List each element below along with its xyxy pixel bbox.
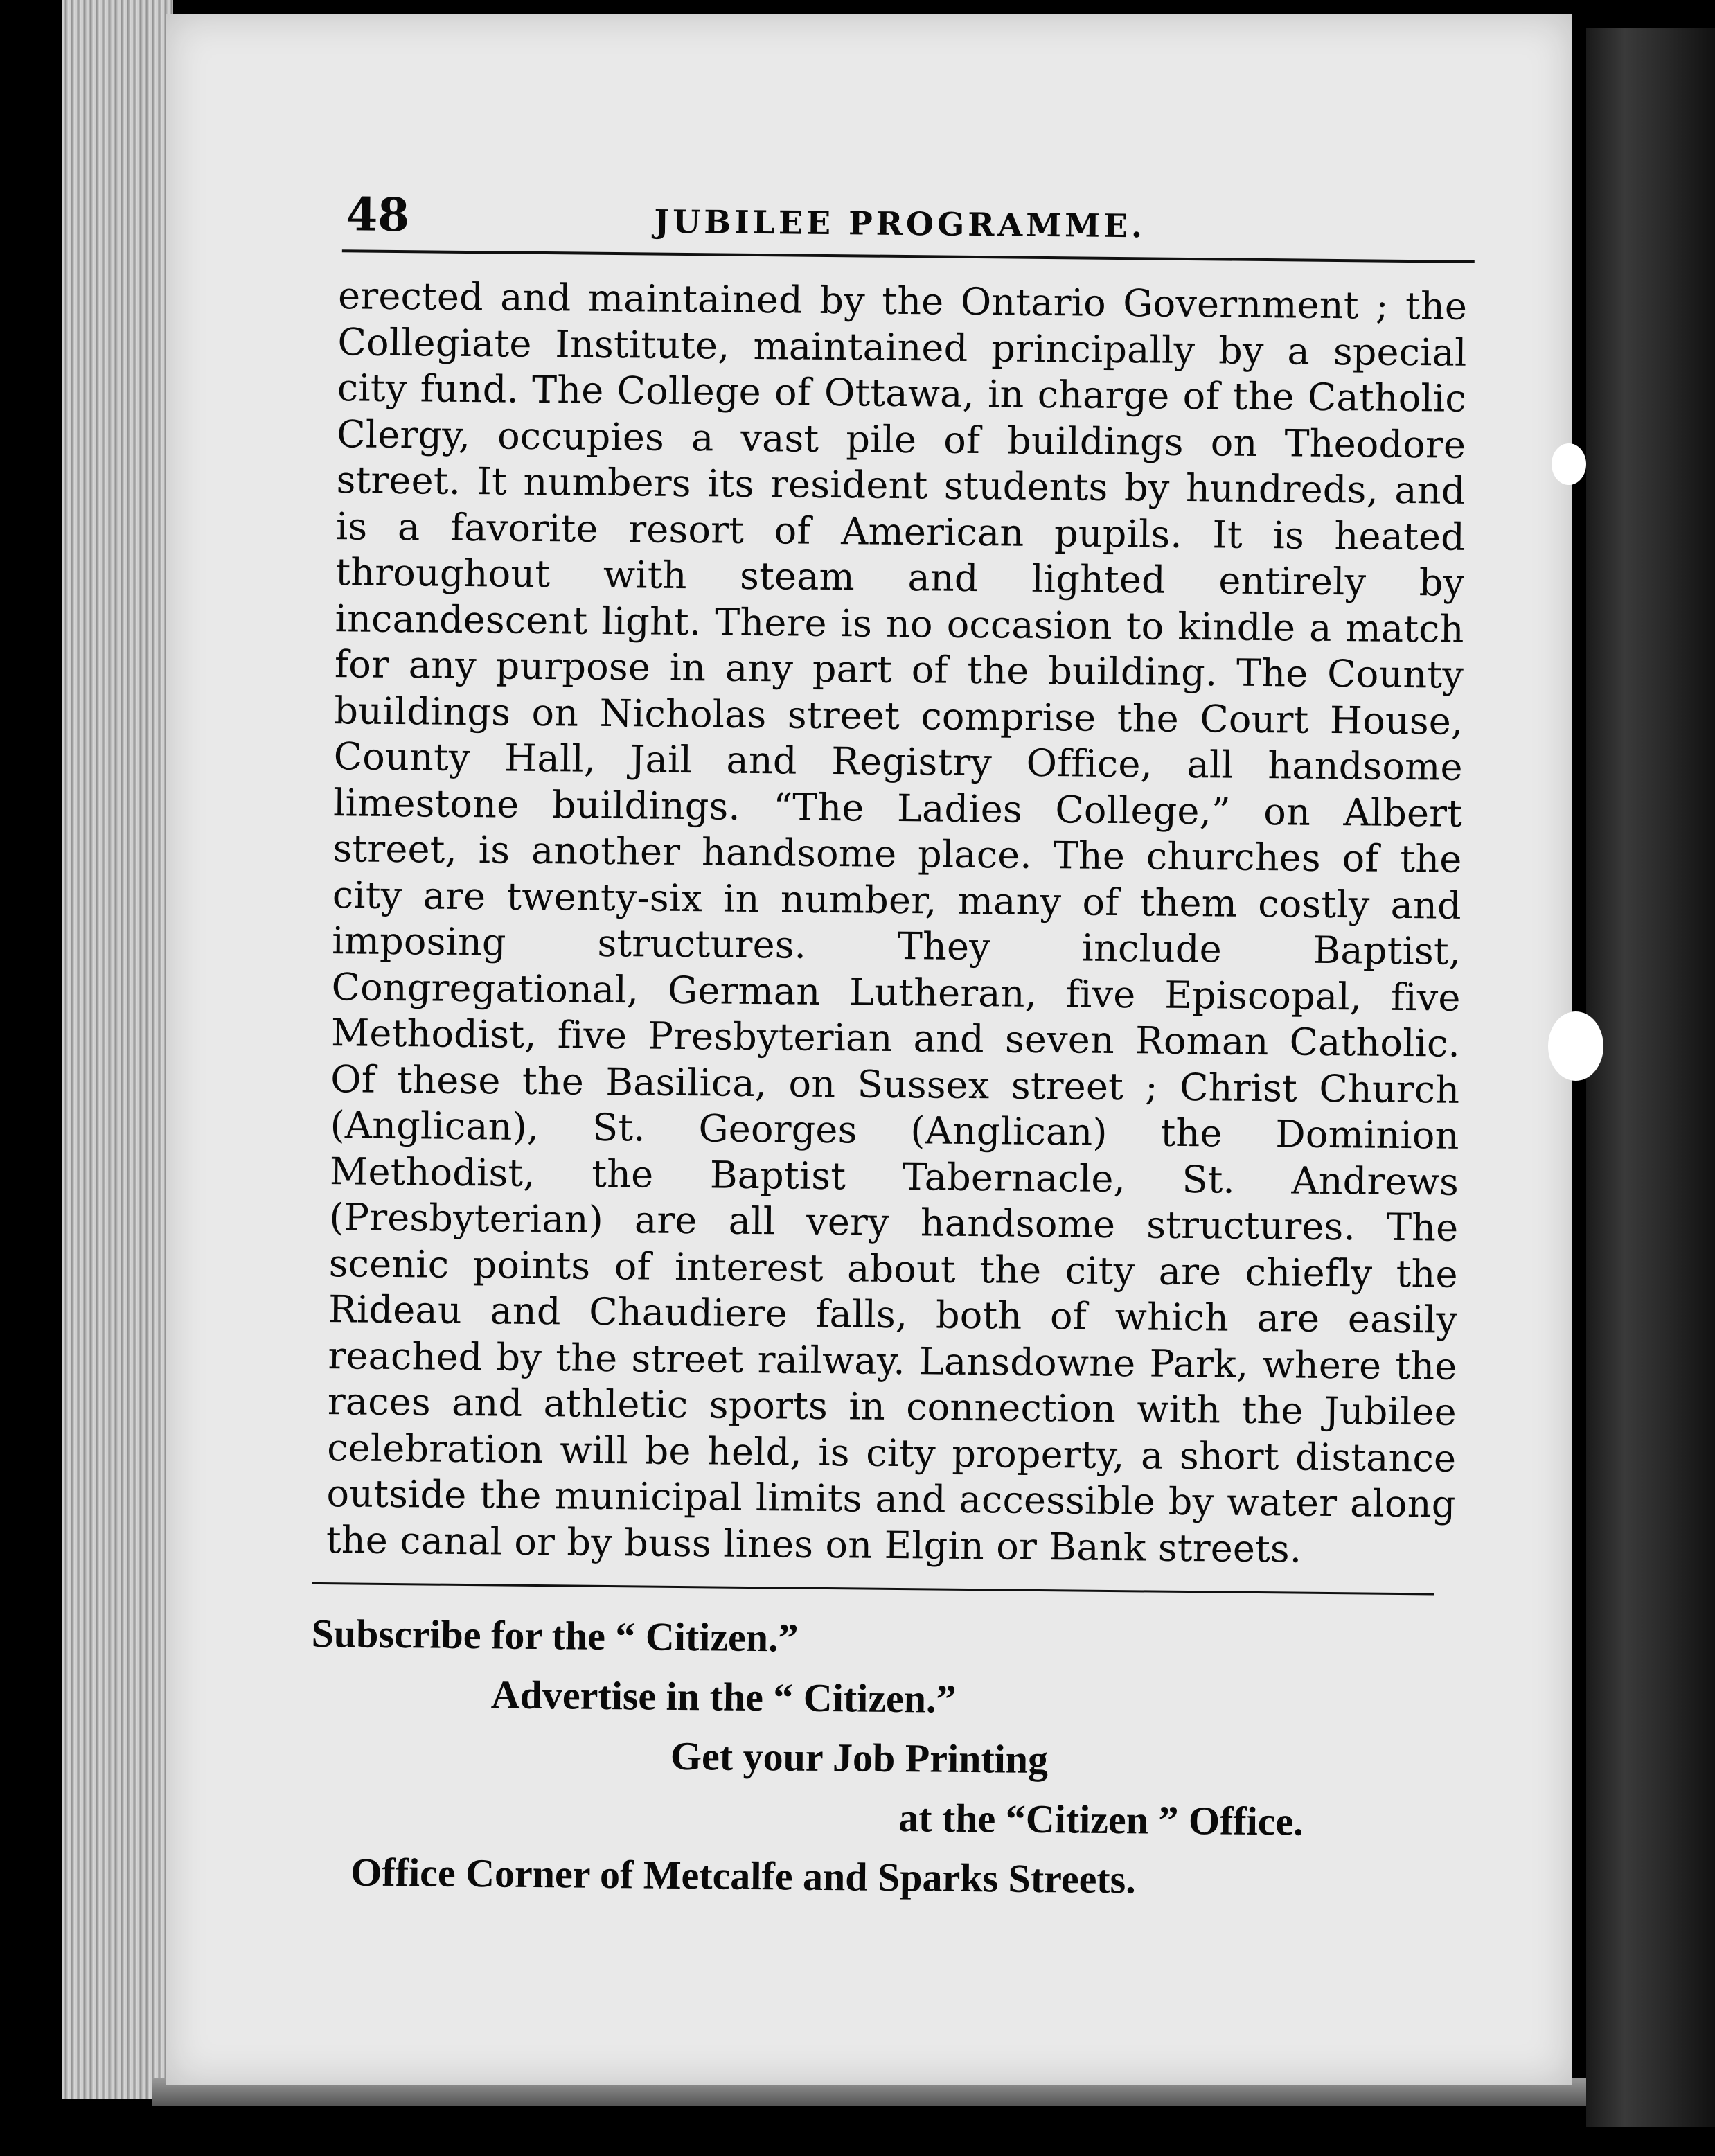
book-page [166, 14, 1572, 2085]
citizen-advertisement [309, 1604, 1461, 1913]
running-head: JUBILEE PROGRAMME. [654, 202, 1146, 245]
scanner-edge [1586, 28, 1715, 2127]
page-content [309, 166, 1475, 1913]
paper-tear-speck [1552, 443, 1586, 485]
paper-tear-speck [1548, 1011, 1603, 1081]
book-page-edges [62, 0, 173, 2099]
ad-line-job-printing: Get your Job Printing [670, 1733, 1049, 1783]
ad-line-subscribe: Subscribe for the “ Citizen.” [311, 1610, 799, 1661]
ad-line-advertise: Advertise in the “ Citizen.” [490, 1672, 957, 1722]
page-number: 48 [345, 187, 410, 242]
ad-line-address: Office Corner of Metcalfe and Sparks Streets. [350, 1849, 1137, 1902]
body-paragraph: erected and maintained by the Ontario Government ; the Collegiate Institute, maintained principally by a special city fund. The College of Ottawa, in charge of the Catholic Clergy, occupies a vast pile of buildings on Theodore street. It numbers its resident students by hundreds, and is a favorite resort of American pupils. It is heated throughout with steam and lighted entirely by incandescent light. There is no occasion to kindle a match for any purpose in any part of the building. The County buildings on Nicholas street comprise the Court House, County Hall, Jail and Registry Office, all handsome limestone buildings. “The Ladies College,” on Albert street, is another handsome place. The churches of the city are twenty-six in number, many of them costly and imposing structures. They include Baptist, Congregational, German Lutheran, five Episcopal, five Methodist, five Presbyterian and seven Roman Catholic. Of these the Basilica, on Sussex street ; Christ Church (Anglican), St. Georges (Anglican) the Dominion Methodist, the Baptist Tabernacle, St. Andrews (Presbyterian) are all very handsome structures. The scenic points of interest about the city are chiefly the Rideau and Chaudiere falls, both of which are easily reached by the street railway. Lansdowne Park, where the races and athletic sports in connection with the Jubilee celebration will be held, is city property, a short distance outside the municipal limits and accessible by water along the canal or by buss lines on Elgin or Bank streets. [326, 274, 1468, 1571]
page-header [325, 166, 1475, 260]
section-rule [312, 1582, 1434, 1596]
ad-line-office: at the “Citizen ” Office. [898, 1795, 1304, 1844]
